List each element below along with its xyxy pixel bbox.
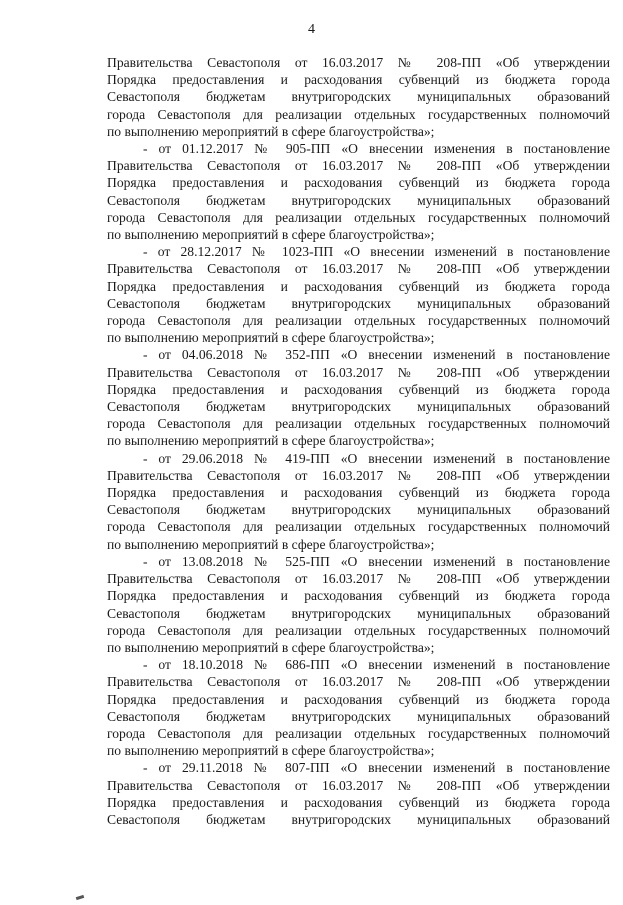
text-line: города Севастополя для реализации отдельных государственных полномочий (107, 313, 610, 329)
text-line: по выполнению мероприятий в сфере благоустройства»; (107, 639, 435, 655)
text-line: Правительства Севастополя от 16.03.2017 № 208-ПП «Об утверждении (107, 571, 610, 587)
list-item-start: - от 29.06.2018 № 419-ПП «О внесении изменений в постановление (143, 450, 610, 466)
list-item-start: - от 18.10.2018 № 686-ПП «О внесении изменений в постановление (143, 657, 610, 673)
text-line: Порядка предоставления и расходования субвенций из бюджета города (107, 485, 610, 501)
text-line: по выполнению мероприятий в сфере благоустройства»; (107, 227, 435, 243)
text-line: Правительства Севастополя от 16.03.2017 № 208-ПП «Об утверждении (107, 55, 610, 70)
text-line: Севастополя бюджетам внутригородских муниципальных образований (107, 502, 610, 518)
text-line: по выполнению мероприятий в сфере благоустройства»; (107, 743, 435, 759)
text-line: Порядка предоставления и расходования субвенций из бюджета города (107, 72, 610, 88)
text-line: Севастополя бюджетам внутригородских муниципальных образований (107, 399, 610, 415)
list-item-start: - от 29.11.2018 № 807-ПП «О внесении изменений в постановление (143, 760, 610, 776)
text-line: Порядка предоставления и расходования субвенций из бюджета города (107, 381, 610, 397)
text-line: города Севастополя для реализации отдельных государственных полномочий (107, 209, 610, 225)
text-line: Порядка предоставления и расходования субвенций из бюджета города (107, 691, 610, 707)
list-item-start: - от 01.12.2017 № 905-ПП «О внесении изменения в постановление (143, 141, 610, 157)
text-line: города Севастополя для реализации отдельных государственных полномочий (107, 106, 610, 122)
text-line: по выполнению мероприятий в сфере благоустройства»; (107, 536, 435, 552)
text-line: Порядка предоставления и расходования субвенций из бюджета города (107, 278, 610, 294)
text-line: Правительства Севастополя от 16.03.2017 № 208-ПП «Об утверждении (107, 364, 610, 380)
text-line: города Севастополя для реализации отдельных государственных полномочий (107, 416, 610, 432)
scan-edge-mark (76, 895, 85, 900)
text-line: Севастополя бюджетам внутригородских муниципальных образований (107, 605, 610, 621)
text-line: Севастополя бюджетам внутригородских муниципальных образований (107, 708, 610, 724)
list-item-start: - от 28.12.2017 № 1023-ПП «О внесении изменений в постановление (143, 244, 610, 260)
text-line: Правительства Севастополя от 16.03.2017 № 208-ПП «Об утверждении (107, 261, 610, 277)
text-line: Севастополя бюджетам внутригородских муниципальных образований (107, 295, 610, 311)
text-line: Севастополя бюджетам внутригородских муниципальных образований (107, 192, 610, 208)
text-line: Правительства Севастополя от 16.03.2017 № 208-ПП «Об утверждении (107, 674, 610, 690)
text-line: по выполнению мероприятий в сфере благоустройства»; (107, 330, 435, 346)
text-line: Севастополя бюджетам внутригородских муниципальных образований (107, 811, 610, 827)
text-line: Порядка предоставления и расходования субвенций из бюджета города (107, 588, 610, 604)
text-line: города Севастополя для реализации отдельных государственных полномочий (107, 725, 610, 741)
text-line: по выполнению мероприятий в сфере благоустройства»; (107, 433, 435, 449)
text-line: Правительства Севастополя от 16.03.2017 № 208-ПП «Об утверждении (107, 158, 610, 174)
page-number: 4 (308, 22, 315, 37)
list-item-start: - от 13.08.2018 № 525-ПП «О внесении изменений в постановление (143, 553, 610, 569)
text-line: Порядка предоставления и расходования субвенций из бюджета города (107, 794, 610, 810)
list-item-start: - от 04.06.2018 № 352-ПП «О внесении изменений в постановление (143, 347, 610, 363)
text-line: Порядка предоставления и расходования субвенций из бюджета города (107, 175, 610, 191)
text-line: города Севастополя для реализации отдельных государственных полномочий (107, 622, 610, 638)
text-line: Правительства Севастополя от 16.03.2017 № 208-ПП «Об утверждении (107, 777, 610, 793)
document-body (107, 54, 610, 828)
text-line: Севастополя бюджетам внутригородских муниципальных образований (107, 89, 610, 105)
text-line: по выполнению мероприятий в сфере благоустройства»; (107, 123, 435, 139)
text-line: Правительства Севастополя от 16.03.2017 № 208-ПП «Об утверждении (107, 467, 610, 483)
text-line: города Севастополя для реализации отдельных государственных полномочий (107, 519, 610, 535)
